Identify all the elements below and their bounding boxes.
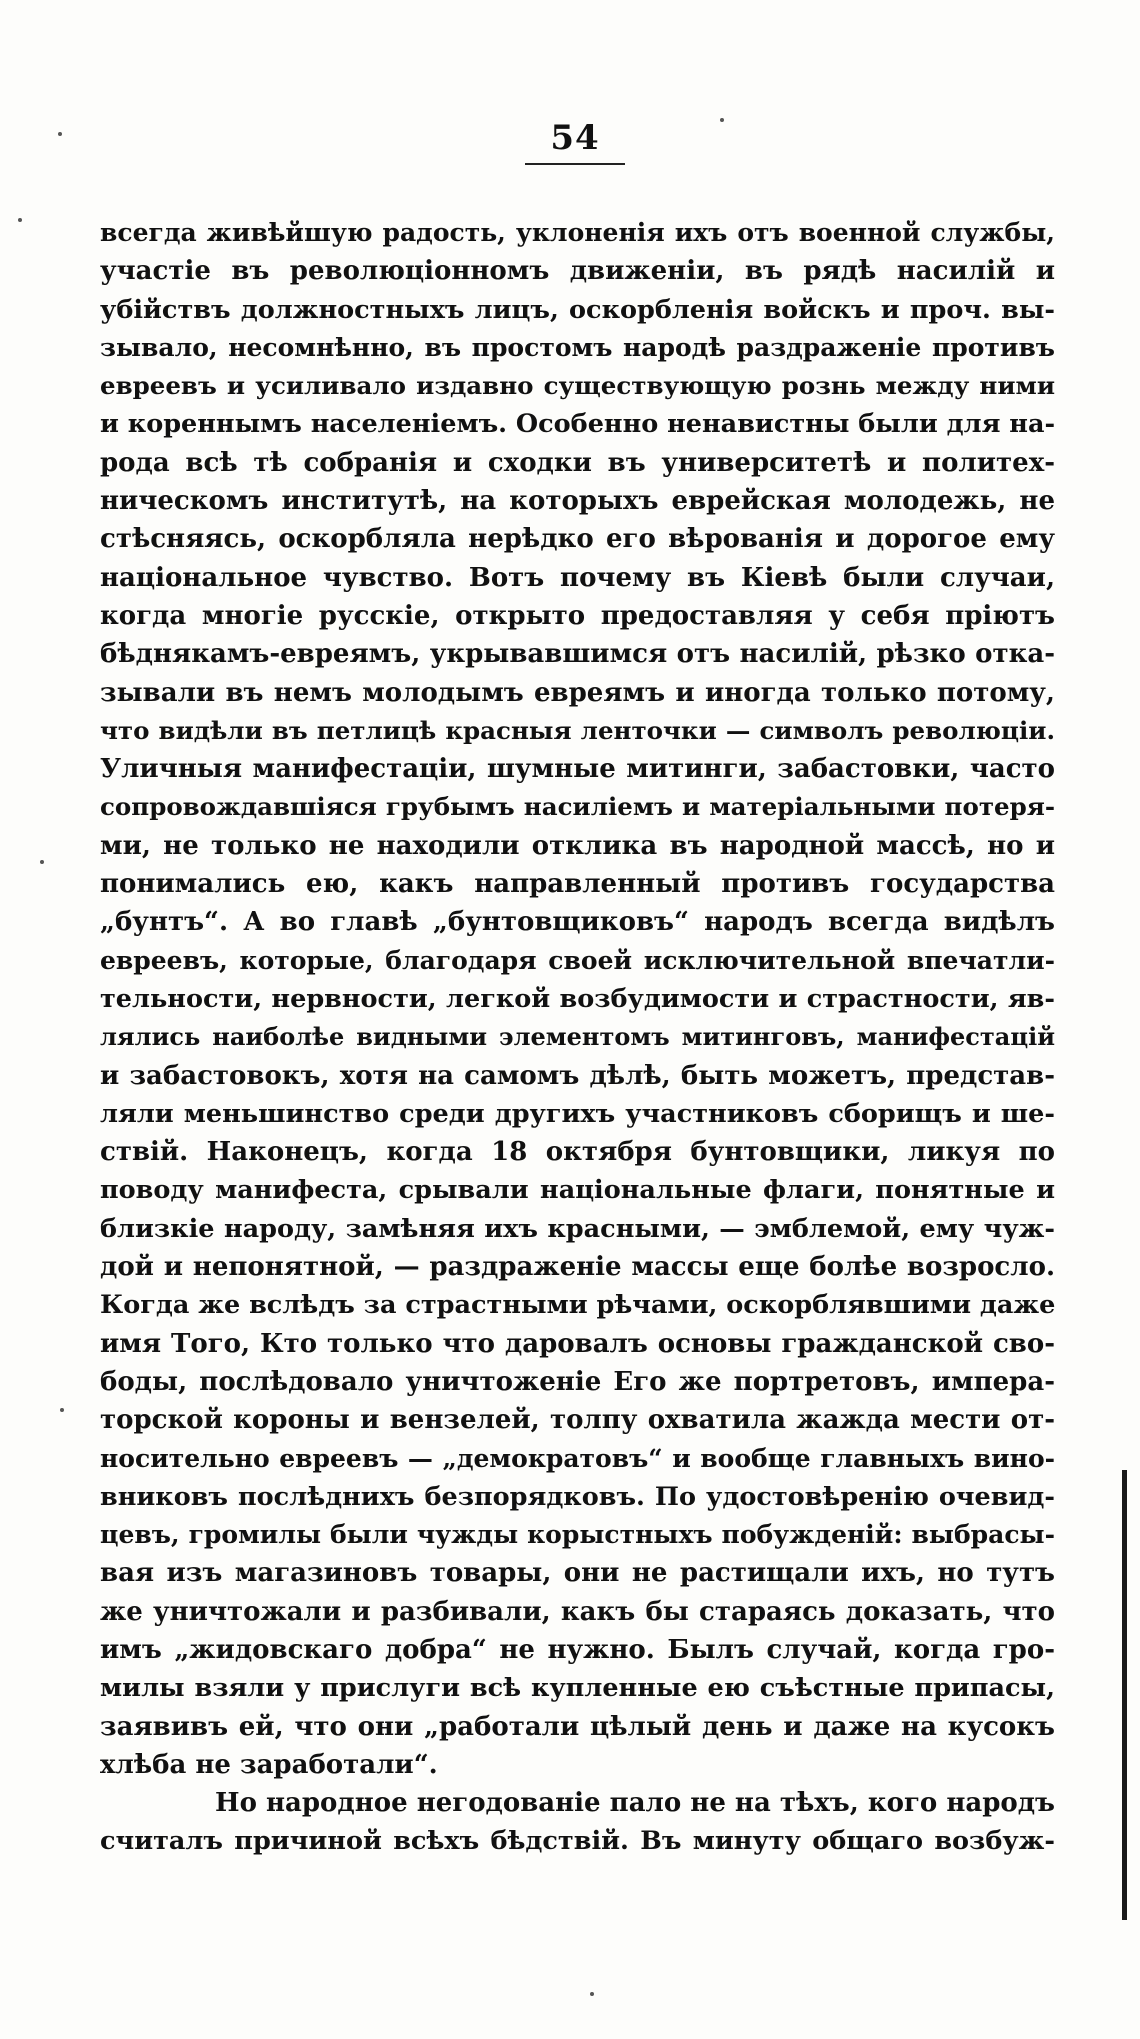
text-line: считалъ причиной всѣхъ бѣдствій. Въ минуту общаго возбуж- (100, 1826, 1055, 1857)
text-line: цевъ, громилы были чужды корыстныхъ побужденій: выбрасы- (100, 1520, 1055, 1550)
scan-speck (40, 860, 44, 864)
text-line: поводу манифеста, срывали національные флаги, понятные и (100, 1175, 1055, 1206)
scan-speck (58, 132, 62, 136)
text-line: евреевъ и усиливало издавно существующую рознь между ними (100, 371, 1055, 401)
text-line: и забастовокъ, хотя на самомъ дѣлѣ, быть можетъ, представ- (100, 1060, 1055, 1091)
text-line: и кореннымъ населеніемъ. Особенно ненавистны были для на- (100, 409, 1055, 440)
text-line: понимались ею, какъ направленный противъ государства (100, 869, 1055, 900)
scan-speck (18, 218, 22, 222)
text-line: Уличныя манифестаціи, шумные митинги, забастовки, часто (100, 754, 1055, 785)
text-line: торской короны и вензелей, толпу охватила жажда мести от- (100, 1405, 1055, 1436)
scan-speck (590, 1992, 594, 1996)
text-line: „бунтъ“. А во главѣ „бунтовщиковъ“ народъ всегда видѣлъ (100, 907, 1055, 938)
text-line: ми, не только не находили отклика въ народной массѣ, но и (100, 830, 1055, 861)
paragraph-end-line: хлѣба не заработали“. (100, 1749, 438, 1780)
text-line: лялись наиболѣе видными элементомъ митинговъ, манифестацій (100, 1022, 1055, 1052)
text-line: же уничтожали и разбивали, какъ бы стараясь доказать, что (100, 1596, 1055, 1627)
text-line: имъ „жидовскаго добра“ не нужно. Былъ случай, когда гро- (100, 1634, 1055, 1665)
text-line: боды, послѣдовало уничтоженіе Его же портретовъ, импера- (100, 1366, 1055, 1397)
text-line: когда многіе русскіе, открыто предоставляя у себя пріютъ (100, 600, 1055, 631)
text-line: евреевъ, которые, благодаря своей исключительной впечатли- (100, 945, 1055, 975)
text-line: зывало, несомнѣнно, въ простомъ народѣ раздраженіе противъ (100, 332, 1055, 362)
text-line: заявивъ ей, что они „работали цѣлый день и даже на кусокъ (100, 1711, 1055, 1742)
page-number-rule (525, 163, 625, 165)
text-line: вниковъ послѣднихъ безпорядковъ. По удостовѣренію очевид- (100, 1481, 1055, 1512)
text-line: Когда же вслѣдъ за страстными рѣчами, оскорблявшими даже (100, 1290, 1055, 1321)
text-line: участіе въ революціонномъ движеніи, въ рядѣ насилій и (100, 256, 1055, 287)
text-line: національное чувство. Вотъ почему въ Кіевѣ были случаи, (100, 562, 1055, 593)
body-text (100, 214, 1055, 1861)
text-line: носительно евреевъ — „демократовъ“ и вообще главныхъ вино- (100, 1443, 1055, 1473)
text-line: ствій. Наконецъ, когда 18 октября бунтовщики, ликуя по (100, 1137, 1055, 1168)
text-line: дой и непонятной, — раздраженіе массы еще болѣе возросло. (100, 1252, 1055, 1283)
text-line: зывали въ немъ молодымъ евреямъ и иногда только потому, (100, 677, 1055, 708)
text-line: убійствъ должностныхъ лицъ, оскорбленія войскъ и проч. вы- (100, 294, 1055, 325)
text-line: тельности, нервности, легкой возбудимости и страстности, яв- (100, 983, 1055, 1014)
text-line: имя Того, Кто только что даровалъ основы гражданской сво- (100, 1328, 1055, 1359)
text-line: близкіе народу, замѣняя ихъ красными, — эмблемой, ему чуж- (100, 1213, 1055, 1244)
text-line: сопровождавшіяся грубымъ насиліемъ и матеріальными потеря- (100, 792, 1055, 822)
text-line: бѣднякамъ-евреямъ, укрывавшимся отъ насилій, рѣзко отка- (100, 639, 1055, 670)
text-line: рода всѣ тѣ собранія и сходки въ университетѣ и политех- (100, 447, 1055, 478)
scan-speck (60, 1408, 64, 1412)
text-line: милы взяли у прислуги всѣ купленные ею съѣстные припасы, (100, 1673, 1055, 1704)
text-line: ническомъ институтѣ, на которыхъ еврейская молодежь, не (100, 486, 1055, 517)
scan-speck (720, 118, 724, 122)
text-line: ляли меньшинство среди другихъ участниковъ сборищъ и ше- (100, 1098, 1055, 1129)
text-line: стѣсняясь, оскорбляла нерѣдко его вѣрованія и дорогое ему (100, 524, 1055, 555)
paragraph-start-line: Но народное негодованіе пало не на тѣхъ, кого народъ (215, 1788, 1055, 1819)
text-line: всегда живѣйшую радость, уклоненія ихъ отъ военной службы, (100, 218, 1055, 247)
margin-scan-bar (1122, 1470, 1127, 1920)
page-number: 54 (550, 118, 600, 158)
text-line: вая изъ магазиновъ товары, они не растищали ихъ, но тутъ (100, 1558, 1055, 1589)
text-line: что видѣли въ петлицѣ красныя ленточки — символъ революціи. (100, 715, 1055, 745)
